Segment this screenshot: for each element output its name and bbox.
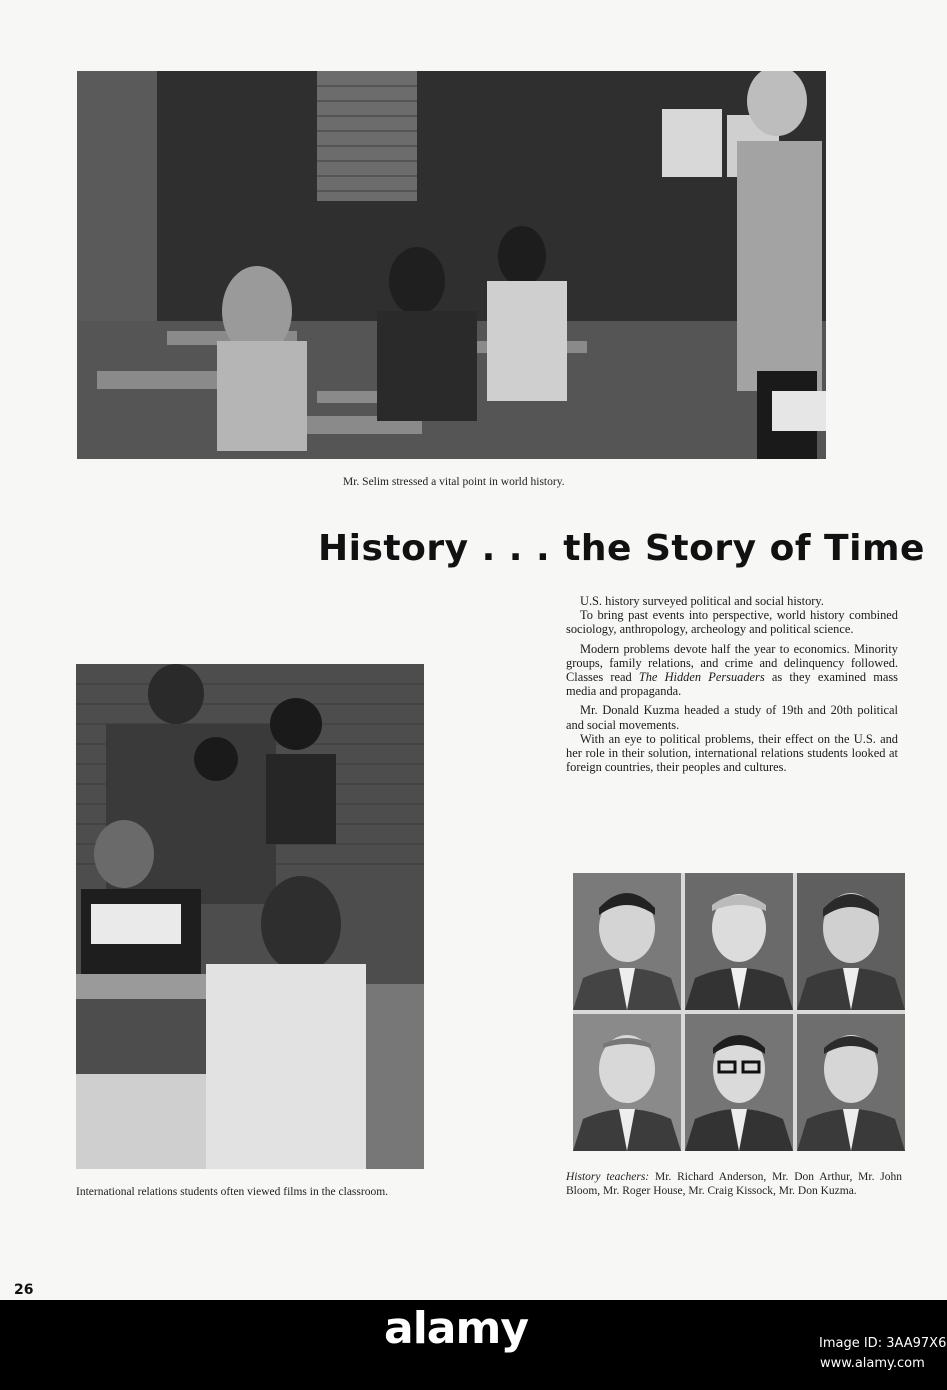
teachers-caption-names: Mr. Richard Anderson, Mr. Don Arthur, Mr. John Bloom, Mr. Roger House, Mr. Craig Kissock, Mr. Don Kuzma. bbox=[566, 1171, 903, 1197]
teacher-portrait bbox=[797, 1014, 905, 1151]
article-body bbox=[566, 594, 898, 779]
book-title: The Hidden Persuaders bbox=[638, 670, 765, 685]
teacher-portrait bbox=[797, 873, 905, 1010]
left-photo-caption: International relations students often viewed films in the classroom. bbox=[76, 1186, 389, 1198]
body-paragraph: Mr. Donald Kuzma headed a study of 19th and 20th political and social movements. bbox=[566, 703, 898, 732]
teachers-caption-label: History teachers: bbox=[566, 1171, 650, 1183]
body-paragraph-text: Modern problems devote half the year to economics. Minority groups, family relations, and crime and delinquency followed. Classes read bbox=[566, 641, 898, 685]
teacher-portrait bbox=[685, 1014, 793, 1151]
teacher-portrait bbox=[685, 873, 793, 1010]
top-photo-caption: Mr. Selim stressed a vital point in world history. bbox=[343, 476, 565, 488]
teachers-caption bbox=[566, 1170, 902, 1198]
body-paragraph-tail: as they examined mass media and propaganda. bbox=[566, 670, 898, 699]
body-paragraph: With an eye to political problems, their effect on the U.S. and her role in their solution, international relations students looked at foreign countries, their peoples and cultures. bbox=[566, 731, 898, 775]
teacher-portrait bbox=[573, 873, 681, 1010]
film-projector-photo bbox=[76, 664, 424, 1169]
body-paragraph bbox=[566, 642, 898, 699]
teacher-portrait-grid bbox=[573, 873, 905, 1151]
site-url-label: www.alamy.com bbox=[820, 1356, 925, 1371]
article-headline: History . . . the Story of Time bbox=[318, 528, 925, 569]
classroom-lecture-photo bbox=[77, 71, 826, 459]
teacher-portrait bbox=[573, 1014, 681, 1151]
page-number: 26 bbox=[14, 1282, 34, 1298]
body-paragraph: To bring past events into perspective, world history combined sociology, anthropology, archeology and political science. bbox=[566, 608, 898, 637]
body-paragraph: U.S. history surveyed political and social history. bbox=[580, 594, 824, 608]
image-id-label: Image ID: 3AA97X6 bbox=[819, 1336, 947, 1351]
alamy-logo: alamy bbox=[384, 1303, 528, 1354]
